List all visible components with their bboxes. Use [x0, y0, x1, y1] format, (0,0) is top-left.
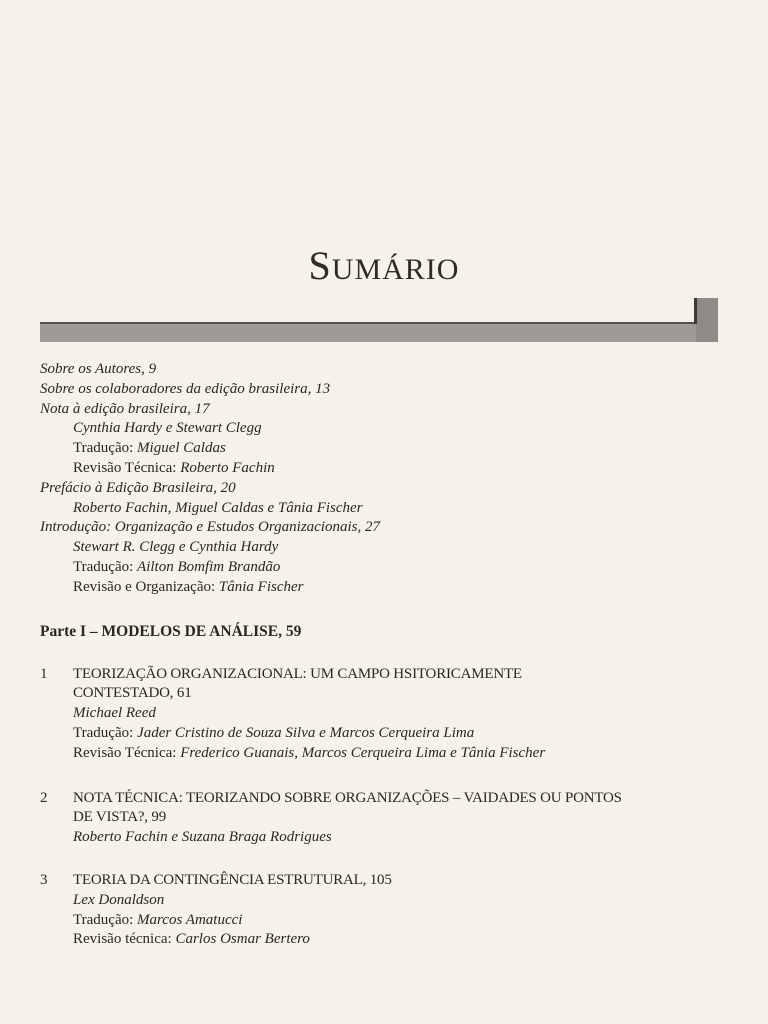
credit-label: Tradução: — [73, 440, 134, 457]
credit-label: Revisão técnica: — [73, 931, 172, 948]
toc-entry-authors: Sobre os Autores, 9 — [40, 361, 157, 377]
chapter-number: 2 — [40, 789, 48, 806]
title-rule-cap — [696, 298, 718, 342]
toc-entry-preface: Prefácio à Edição Brasileira, 20 — [40, 479, 236, 496]
toc-entry-authors-line: Roberto Fachin, Miguel Caldas e Tânia Fischer — [73, 499, 363, 516]
chapter-title-line: NOTA TÉCNICA: TEORIZANDO SOBRE ORGANIZAÇÕES – VAIDADES OU PONTOS — [73, 789, 622, 806]
chapter-title-line: CONTESTADO, 61 — [73, 685, 192, 702]
table-of-contents — [40, 360, 720, 950]
chapter-credit-line — [73, 744, 720, 764]
toc-entry-authors-line: Cynthia Hardy e Stewart Clegg — [73, 420, 262, 437]
chapter-title-line: TEORIZAÇÃO ORGANIZACIONAL: UM CAMPO HSITORICAMENTE — [73, 665, 522, 682]
part-heading: Parte I – MODELOS DE ANÁLISE, 59 — [40, 622, 302, 640]
chapter-credit-line — [73, 911, 720, 931]
chapter-title-line: TEORIA DA CONTINGÊNCIA ESTRUTURAL, 105 — [73, 871, 392, 888]
credit-value: Roberto Fachin — [180, 459, 275, 476]
chapter-credit-line — [73, 724, 720, 744]
credit-value: Miguel Caldas — [137, 440, 226, 457]
credit-value: Carlos Osmar Bertero — [175, 931, 310, 948]
chapter-authors: Roberto Fachin e Suzana Braga Rodrigues — [73, 829, 332, 846]
toc-credit-line — [40, 439, 720, 459]
toc-entry-introduction: Introdução: Organização e Estudos Organizacionais, 27 — [40, 519, 380, 536]
chapter-entry-3 — [40, 871, 720, 950]
chapter-entry-1 — [40, 665, 720, 764]
credit-label: Tradução: — [73, 724, 134, 741]
chapter-number: 3 — [40, 871, 48, 888]
credit-value: Frederico Guanais, Marcos Cerqueira Lima e Tânia Fischer — [180, 744, 546, 761]
chapter-title-line: DE VISTA?, 99 — [73, 809, 166, 826]
credit-value: Tânia Fischer — [218, 578, 304, 595]
chapter-authors: Lex Donaldson — [73, 891, 165, 908]
credit-label: Revisão Técnica: — [73, 744, 177, 761]
toc-credit-line — [40, 558, 720, 578]
title-rule-tick — [694, 298, 697, 324]
toc-credit-line — [40, 459, 720, 479]
credit-value: Jader Cristino de Souza Silva e Marcos Cerqueira Lima — [137, 724, 475, 741]
chapter-credit-line — [73, 930, 720, 950]
credit-label: Tradução: — [73, 558, 134, 575]
toc-entry-contributors: Sobre os colaboradores da edição brasileira, 13 — [40, 380, 331, 397]
title-rule-bar — [40, 322, 696, 342]
front-matter-list — [40, 360, 720, 598]
credit-label: Revisão e Organização: — [73, 578, 216, 595]
credit-label: Tradução: — [73, 911, 134, 928]
credit-value: Marcos Amatucci — [137, 911, 243, 928]
credit-value: Ailton Bomfim Brandão — [137, 558, 281, 575]
chapter-authors: Michael Reed — [73, 705, 156, 722]
chapter-number: 1 — [40, 665, 48, 682]
toc-credit-line — [40, 578, 720, 598]
chapter-entry-2 — [40, 789, 720, 848]
toc-entry-editors-note: Nota à edição brasileira, 17 — [40, 400, 210, 417]
toc-entry-authors-line: Stewart R. Clegg e Cynthia Hardy — [73, 539, 279, 556]
credit-label: Revisão Técnica: — [73, 459, 177, 476]
page-title: SUMÁRIO — [308, 243, 460, 288]
